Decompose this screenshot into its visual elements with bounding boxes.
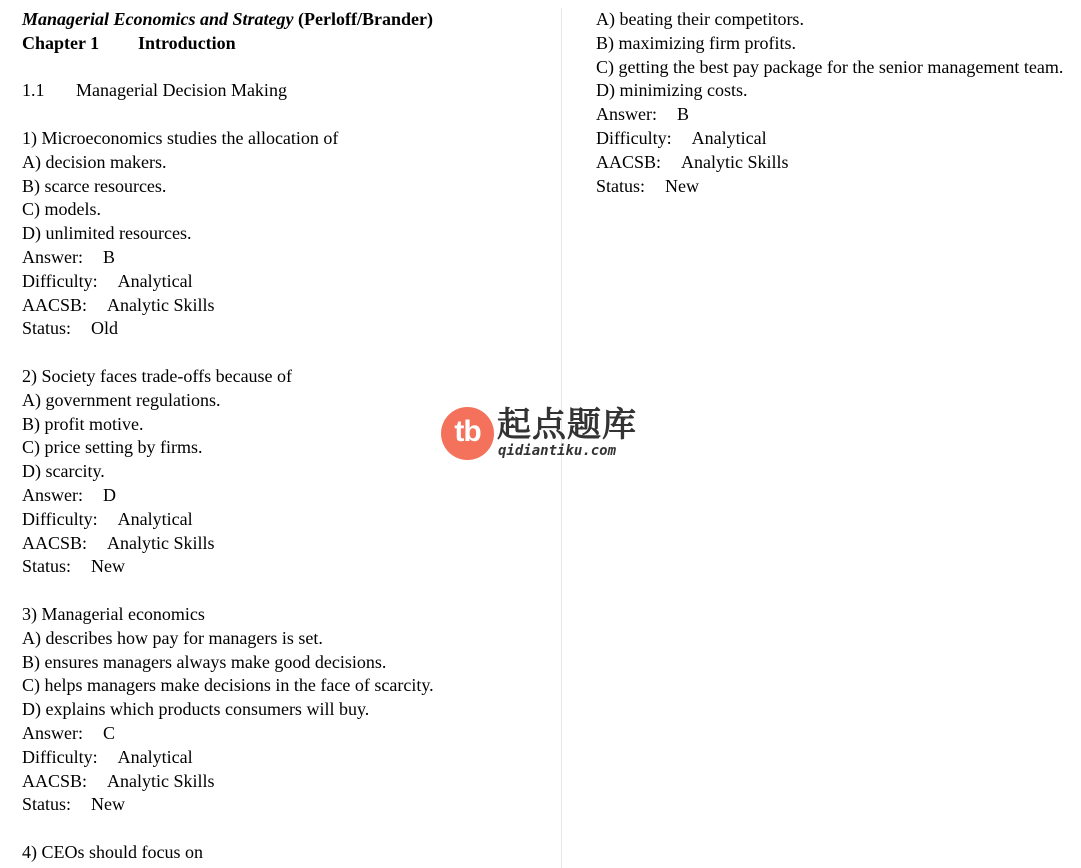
status-line [22,793,552,817]
tb-logo-icon: tb [441,407,494,460]
status-value: New [91,556,126,577]
option-d: D) explains which products consumers will buy. [22,699,370,720]
question-4-continued [596,8,1076,198]
status-label: Status: [22,794,72,815]
answer-line [22,246,552,270]
section-title: Managerial Decision Making [76,80,287,101]
option-a: A) describes how pay for managers is set. [22,627,323,648]
question-1 [22,127,552,341]
aacsb-value: Analytic Skills [107,294,215,315]
status-value: New [91,794,126,815]
option-d: D) scarcity. [22,461,105,482]
answer-line [22,722,552,746]
option-b: B) profit motive. [22,413,144,434]
aacsb-line [22,294,552,318]
difficulty-line [22,508,552,532]
question-prompt: 3) Managerial economics [22,603,205,624]
option-b: B) maximizing firm profits. [596,32,796,53]
question-2 [22,365,552,579]
chapter-title: Introduction [138,32,236,53]
book-title: Managerial Economics and Strategy [22,9,294,29]
aacsb-value: Analytic Skills [107,532,215,553]
question-3 [22,603,552,817]
aacsb-label: AACSB: [596,151,662,172]
answer-label: Answer: [22,484,83,505]
aacsb-label: AACSB: [22,532,88,553]
question-4-prompt: 4) CEOs should focus on [22,841,203,862]
watermark-chinese-text: 起点题库 [497,405,637,445]
option-c: C) price setting by firms. [22,437,203,458]
answer-label: Answer: [22,246,83,267]
difficulty-line [22,746,552,770]
aacsb-line [22,532,552,556]
status-line [596,175,1076,199]
option-c: C) getting the best pay package for the senior management team. [596,56,1064,77]
aacsb-line [596,151,1076,175]
difficulty-label: Difficulty: [22,746,98,767]
status-line [22,317,552,341]
aacsb-label: AACSB: [22,294,88,315]
watermark-domain: qidiantiku.com [498,443,617,459]
aacsb-label: AACSB: [22,770,88,791]
difficulty-label: Difficulty: [22,270,98,291]
status-value: Old [91,318,119,339]
status-line [22,555,552,579]
difficulty-line [596,127,1076,151]
difficulty-label: Difficulty: [22,508,98,529]
answer-line [596,103,1076,127]
aacsb-value: Analytic Skills [107,770,215,791]
section-heading [22,79,552,103]
difficulty-value: Analytical [691,127,767,148]
aacsb-line [22,770,552,794]
section-number: 1.1 [22,80,45,101]
option-a: A) decision makers. [22,151,167,172]
option-a: A) beating their competitors. [596,9,804,29]
answer-value: B [677,104,690,125]
option-c: C) models. [22,199,101,220]
answer-line [22,484,552,508]
difficulty-line [22,270,552,294]
status-label: Status: [22,556,72,577]
chapter-heading [22,32,552,56]
chapter-label: Chapter 1 [22,32,100,53]
answer-value: B [103,246,116,267]
option-c: C) helps managers make decisions in the face of scarcity. [22,675,434,696]
option-a: A) government regulations. [22,389,221,410]
right-column [596,8,1076,198]
question-prompt: 1) Microeconomics studies the allocation of [22,127,339,148]
difficulty-value: Analytical [117,746,193,767]
difficulty-value: Analytical [117,270,193,291]
status-value: New [665,175,700,196]
option-d: D) minimizing costs. [596,80,748,101]
question-prompt: 2) Society faces trade-offs because of [22,365,293,386]
option-b: B) ensures managers always make good decisions. [22,651,387,672]
option-b: B) scarce resources. [22,175,167,196]
option-d: D) unlimited resources. [22,223,192,244]
answer-label: Answer: [596,104,657,125]
answer-value: C [103,722,116,743]
difficulty-value: Analytical [117,508,193,529]
answer-label: Answer: [22,722,83,743]
status-label: Status: [596,175,646,196]
document-header [22,8,552,32]
status-label: Status: [22,318,72,339]
difficulty-label: Difficulty: [596,127,672,148]
aacsb-value: Analytic Skills [681,151,789,172]
answer-value: D [103,484,116,505]
watermark-logo [441,406,641,462]
book-authors: (Perloff/Brander) [298,9,433,29]
